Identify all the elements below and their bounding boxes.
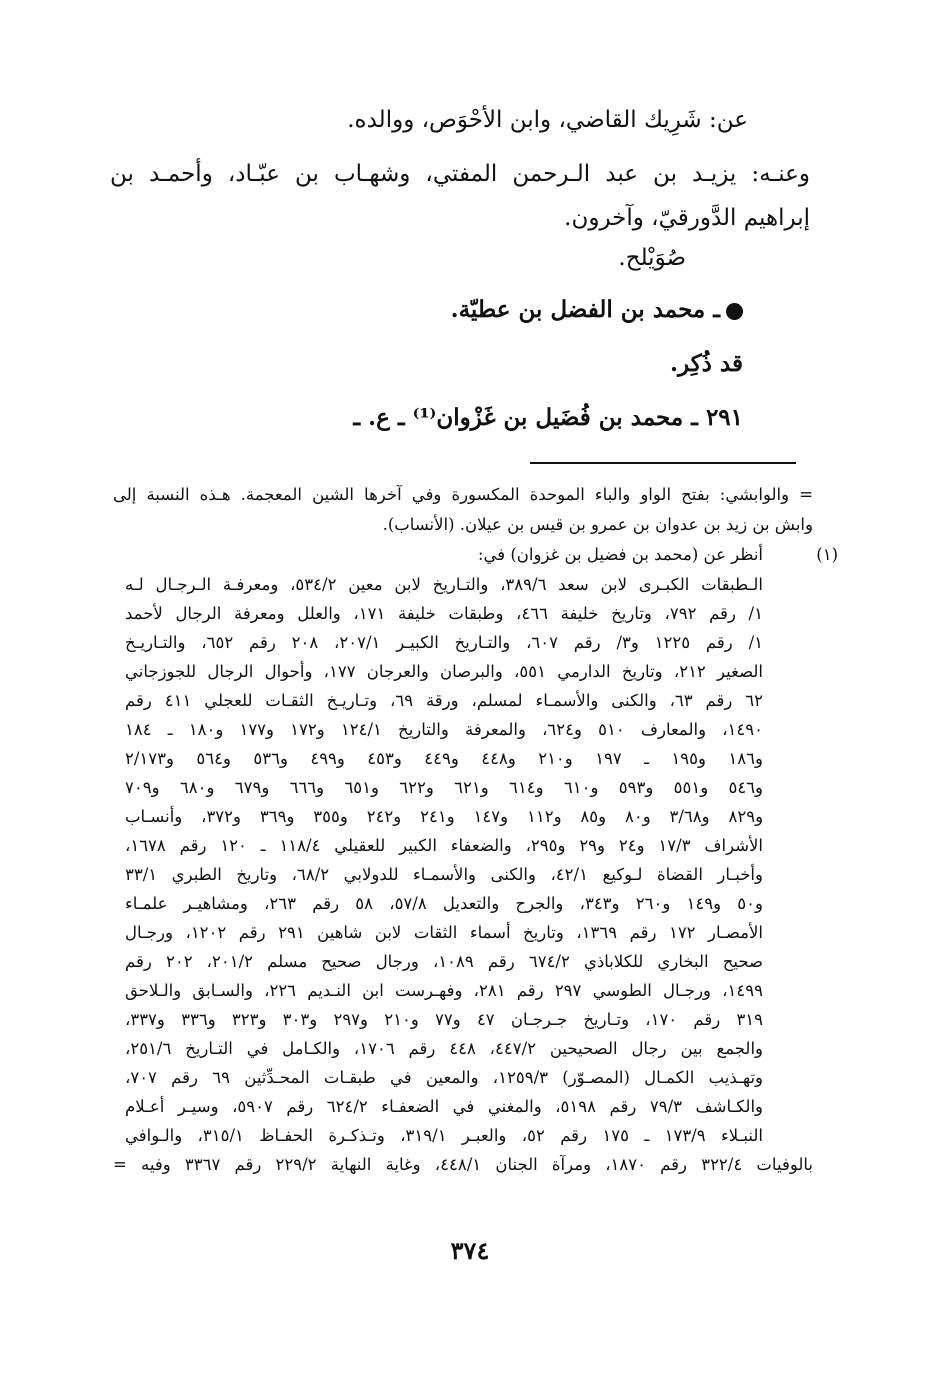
footnote-line-last: بالوفيات ٣٢٢/٤ رقم ١٨٧٠، ومرآة الجنان ٤٤٨/١، وغاية النهاية ٢٢٩/٢ رقم ٣٣٦٧ وفيه = [113,1155,813,1174]
footnote-continuation-line-1: = والوابشي: بفتح الواو والباء الموحدة المكسورة وفي آخرها الشين المعجمة. هـذه النسبة إلى [113,485,813,504]
entry-heading-muhammad-ibn-al-fadl [183,292,743,332]
footnote-line: والجمع بين رجال الصحيحين ٤٤٧/٢، ٤٤٨ رقم ١٧٠٦، والكـامل في التـاريخ ٢٥١/٦، [125,1039,763,1058]
footnote-line: الأمصـار ١٧٢ رقم ١٣٦٩، وتاريخ أسماء الثقات لابن شاهين ٢٩١ رقم ١٢٠٢، ورجـال [125,923,763,942]
footnote-line: و١٨٦ و١٩٥ ـ ١٩٧ و٢١٠ و٤٤٨ و٤٤٩ و٤٥٣ و٤٩٩ و٥٣٦ و٥٦٤ و٢/١٧٣ [125,749,763,768]
narrator-grade: صُوَيْلح. [618,245,686,271]
footnote-line: وأخبـار القضاة لـوكيع ٤٢/١، والكنى والأسمـاء للدولابي ٦٨/٢، وتاريخ الطبري ٣٣/١ [125,865,763,884]
footnote-line: و٥٠ و١٤٩ و٢٦٠ و٣٤٣، والجرح والتعديل ٥٧/٨، ٥٨ رقم ٢٦٣، ومشاهيـر علمـاء [125,894,763,913]
footnote-line: الأشراف ١٧/٣ و٢٤ و٢٩ و٢٩٥، والضعفاء الكبير للعقيلي ١١٨/٤ ـ ١٢٠ رقم ١٦٧٨، [125,836,763,855]
footnote-line: ٦٢ رقم ٦٣، والكنى والأسمـاء لمسلم، ورقة ٦٩، وتـاريـخ الثقـات للعجلي ٤١١ رقم [125,691,763,710]
footnote-line: وتهـذيب الكمـال (المصـوّر) ١٢٥٩/٣، والمعين في طبقـات المحـدِّثين ٦٩ رقم ٧٠٧، [125,1068,763,1087]
footnote-line: والكـاشف ٧٩/٣ رقم ٥١٩٨، والمغني في الضعفـاء ٦٢٤/٢ رقم ٥٩٠٧، وسيـر أعـلام [125,1097,763,1116]
footnote-line: صحيح البخاري للكلاباذي ٦٧٤/٢ رقم ١٠٨٩، ورجال صحيح مسلم ٢٠١/٢، ٢٠٢ رقم [125,952,763,971]
entry-heading-291: ٢٩١ ـ محمد بن فُضَيل بن غَزْوان⁽¹⁾ ـ ع. ـ [353,404,743,431]
entry-heading-text: ـ محمد بن الفضل بن عطيّة. [450,296,720,323]
footnote-line: النبـلاء ١٧٣/٩ ـ ١٧٥ رقم ٥٢، والعبـر ٣١٩/١، وتـذكـرة الحفـاظ ٣١٥/١، والـوافي [125,1126,763,1145]
bullet-dot-icon [726,303,743,320]
footnote-line: ١/ رقم ١٢٢٥ و٣/ رقم ٦٠٧، والتـاريخ الكبيـر ٢٠٧/١، ٢٠٨ رقم ٦٥٢، والتـاريـخ [125,633,763,652]
footnote-line: و٨٢٩ و٣/٦٨ و٨٠ و٨٥ و١١٢ و١٤٧ و٢٤١ و٢٤٢ و٣٥٥ و٣٦٩ و٣٧٢، وأنسـاب [125,807,763,826]
narrators-from-him-line-2: إبراهيم الدَّورقيّ، وآخرون. [564,205,810,231]
page-number: ٣٧٤ [450,1236,490,1265]
footnote-line: و٥٤٦ و٥٥١ و٥٩٣ و٦١٠ و٦١٤ و٦٢١ و٦٢٢ و٦٥١ و٦٦٦ و٦٧٩ و٦٨٠ و٧٠٩ [125,778,763,797]
footnote-1-marker: (١) [816,545,838,564]
footnote-continuation-line-2: وابش بن زيد بن عدوان بن عمرو بن قيس بن عيلان. (الأنساب). [382,515,813,534]
footnote-line: الـطبقات الكبـرى لابن سعد ٣٨٩/٦، والتـاريخ لابن معين ٥٣٤/٢، ومعرفـة الـرجـال لـه [125,575,763,594]
footnote-1-intro: أنظر عن (محمد بن فضيل بن غزوان) في: [477,545,763,564]
footnote-line: الصغير ٢١٢، وتاريخ الدارمي ٥٥١، والبرصان والعرجان ١٧٧، وأحوال الرجال للجوزجاني [125,662,763,681]
already-mentioned-note: قد ذُكِر. [670,350,743,377]
footnote-line: ١٤٩٩، ورجـال الطوسي ٢٩٧ رقم ٢٨١، وفهـرست ابن النـديم ٢٢٦، والسـابق والـلاحق [125,981,763,1000]
footnote-separator [530,462,796,464]
footnote-line: ٣١٩ رقم ١٧٠، وتـاريخ جـرجـان ٤٧ و٧٧ و٢١٠ و٢٩٧ و٣٠٣ و٣٢٣ و٣٣٦ و٣٣٧، [125,1010,763,1029]
footnote-line: ١٤٩٠، والمعارف ٥١٠ و٦٢٤، والمعرفة والتاريخ ١٢٤/١ و١٧٢ و١٧٧ و١٨٠ ـ ١٨٤ [125,720,763,739]
footnote-line: ١/ رقم ٧٩٢، وتاريخ خليفة ٤٦٦، وطبقات خليفة ١٧١، والعلل ومعرفة الرجال لأحمد [125,604,763,623]
narrated-from-line: عن: شَرِيك القاضي، وابن الأحْوَص، ووالده. [347,107,748,133]
narrators-from-him-line-1: وعنـه: يزيـد بن عبد الـرحمن المفتي، وشهـاب بن عبّـاد، وأحمـد بن [110,161,810,187]
